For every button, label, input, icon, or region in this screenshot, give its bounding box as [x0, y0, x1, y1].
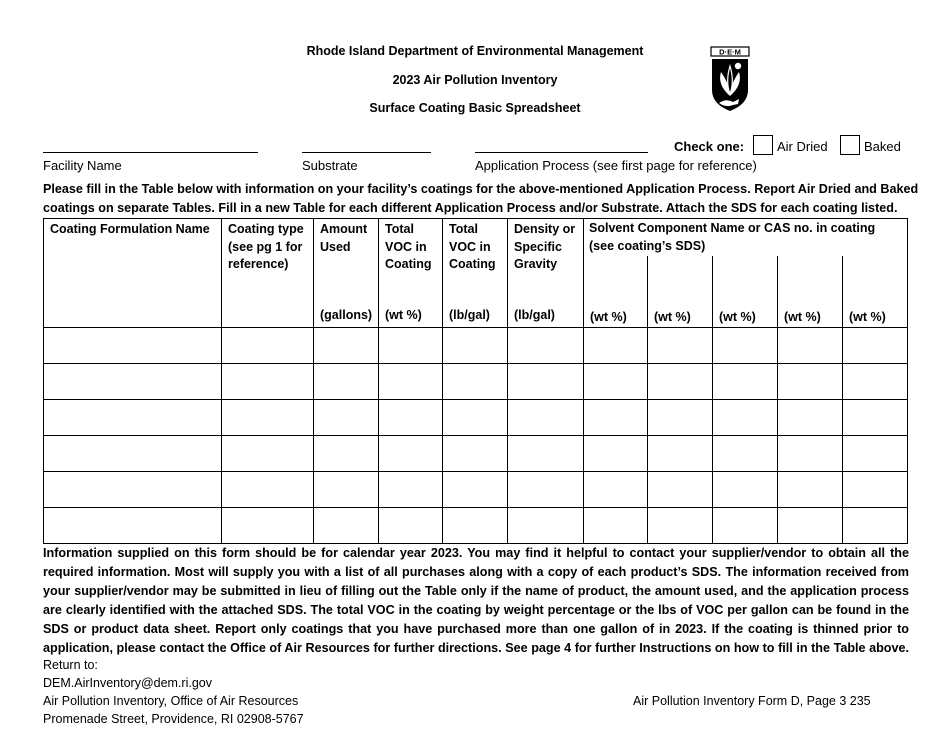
inventory-title: 2023 Air Pollution Inventory	[392, 73, 558, 87]
table-cell[interactable]	[44, 400, 222, 436]
table-row	[44, 508, 908, 544]
solvent-unit: (wt %)	[713, 256, 778, 328]
table-cell[interactable]	[648, 400, 713, 436]
coating-table	[43, 218, 908, 544]
table-cell[interactable]	[843, 400, 908, 436]
col-density: Density or Specific Gravity (lb/gal)	[508, 219, 584, 328]
table-cell[interactable]	[508, 400, 584, 436]
intro-line: Please fill in the Table below with information on your facility’s coatings for the above-mentioned Application Process. Report Air Dried and Baked	[43, 182, 919, 196]
footer-line: Information supplied on this form should be for calendar year 2023. You may find it helpful to contact your supplier/vendor to obtain all the	[43, 546, 909, 560]
table-row	[44, 328, 908, 364]
col-amount-used: Amount Used (gallons)	[314, 219, 379, 328]
table-row	[44, 364, 908, 400]
unit-wt: (wt %)	[385, 307, 422, 322]
table-cell[interactable]	[843, 472, 908, 508]
table-cell[interactable]	[443, 400, 508, 436]
facility-name-line[interactable]	[43, 152, 258, 153]
table-cell[interactable]	[44, 328, 222, 364]
application-process-label: Application Process (see first page for reference)	[475, 158, 757, 173]
table-cell[interactable]	[379, 400, 443, 436]
solvent-unit: (wt %)	[843, 256, 908, 328]
sheet-title: Surface Coating Basic Spreadsheet	[369, 101, 581, 115]
table-cell[interactable]	[508, 436, 584, 472]
table-cell[interactable]	[443, 472, 508, 508]
table-cell[interactable]	[778, 328, 843, 364]
table-cell[interactable]	[843, 508, 908, 544]
solvent-unit: (wt %)	[778, 256, 843, 328]
table-cell[interactable]	[44, 436, 222, 472]
table-cell[interactable]	[314, 364, 379, 400]
table-cell[interactable]	[44, 364, 222, 400]
table-cell[interactable]	[843, 328, 908, 364]
table-cell[interactable]	[314, 328, 379, 364]
return-office: Air Pollution Inventory, Office of Air Resources	[43, 694, 299, 708]
table-cell[interactable]	[778, 400, 843, 436]
return-address: Promenade Street, Providence, RI 02908-5767	[43, 712, 304, 726]
table-cell[interactable]	[713, 436, 778, 472]
table-cell[interactable]	[443, 328, 508, 364]
unit-lbgal: (lb/gal)	[514, 307, 555, 322]
table-cell[interactable]	[222, 400, 314, 436]
unit-lbgal: (lb/gal)	[449, 307, 490, 322]
table-cell[interactable]	[443, 364, 508, 400]
table-cell[interactable]	[713, 400, 778, 436]
table-cell[interactable]	[314, 400, 379, 436]
table-cell[interactable]	[508, 364, 584, 400]
table-cell[interactable]	[44, 508, 222, 544]
table-cell[interactable]	[314, 436, 379, 472]
footer-line: your supplier/vendor may be submitted in lieu of filling out the Table only if the name of product, the amount used, and the application process	[43, 584, 909, 598]
table-cell[interactable]	[584, 436, 648, 472]
table-cell[interactable]	[648, 364, 713, 400]
return-block	[43, 656, 304, 728]
table-cell[interactable]	[713, 472, 778, 508]
table-cell[interactable]	[443, 508, 508, 544]
footer-line: application, please contact the Office of Air Resources for further directions. See page 4 for further Instructions on how to fill in the Table above.	[43, 641, 909, 655]
table-cell[interactable]	[713, 328, 778, 364]
table-cell[interactable]	[584, 472, 648, 508]
table-row	[44, 400, 908, 436]
table-cell[interactable]	[648, 328, 713, 364]
table-cell[interactable]	[584, 364, 648, 400]
col-coating-name: Coating Formulation Name	[44, 219, 222, 328]
dem-logo-icon	[710, 46, 750, 112]
check-one-label: Check one:	[674, 139, 745, 154]
col-voc-wt: Total VOC in Coating (wt %)	[379, 219, 443, 328]
application-process-line[interactable]	[475, 152, 648, 153]
table-cell[interactable]	[778, 472, 843, 508]
baked-checkbox[interactable]	[840, 135, 860, 155]
table-cell[interactable]	[379, 436, 443, 472]
return-email[interactable]: DEM.AirInventory@dem.ri.gov	[43, 676, 212, 690]
table-cell[interactable]	[713, 364, 778, 400]
footer-line: are clearly identified with the attached SDS. The total VOC in the coating by weight percentage or the lbs of VOC per gallon can be found in the	[43, 603, 909, 617]
solvent-heading: Solvent Component Name or CAS no. in coating (see coating’s SDS)	[589, 221, 876, 253]
table-cell[interactable]	[584, 508, 648, 544]
table-cell[interactable]	[379, 328, 443, 364]
table-cell[interactable]	[713, 508, 778, 544]
solvent-unit: (wt %)	[648, 256, 713, 328]
intro-line: coatings on separate Tables. Fill in a new Table for each different Application Process and/or Substrate. Attach the SDS for each coating listed.	[43, 201, 898, 215]
table-cell[interactable]	[222, 328, 314, 364]
logo-text: D·E·M	[719, 47, 741, 57]
table-cell[interactable]	[443, 436, 508, 472]
intro-instructions	[43, 180, 919, 218]
table-cell[interactable]	[379, 472, 443, 508]
substrate-line[interactable]	[302, 152, 431, 153]
table-cell[interactable]	[584, 328, 648, 364]
unit-gallons: (gallons)	[320, 307, 373, 322]
solvent-unit: (wt %)	[584, 256, 648, 328]
table-cell[interactable]	[584, 400, 648, 436]
table-cell[interactable]	[648, 472, 713, 508]
table-cell[interactable]	[379, 508, 443, 544]
table-cell[interactable]	[508, 328, 584, 364]
table-cell[interactable]	[778, 436, 843, 472]
col-voc-lbgal: Total VOC in Coating (lb/gal)	[443, 219, 508, 328]
table-cell[interactable]	[648, 508, 713, 544]
table-cell[interactable]	[843, 436, 908, 472]
table-cell[interactable]	[222, 508, 314, 544]
agency-title: Rhode Island Department of Environmental Management	[306, 44, 644, 58]
table-row	[44, 472, 908, 508]
table-cell[interactable]	[508, 508, 584, 544]
table-cell[interactable]	[44, 472, 222, 508]
table-cell[interactable]	[778, 508, 843, 544]
table-row	[44, 436, 908, 472]
table-cell[interactable]	[508, 472, 584, 508]
table-cell[interactable]	[648, 436, 713, 472]
table-cell[interactable]	[843, 364, 908, 400]
baked-label: Baked	[864, 139, 901, 154]
table-cell[interactable]	[222, 472, 314, 508]
footer-line: required information. Most will supply you with a list of all purchases along with a copy of each product’s SDS. The information received from	[43, 565, 909, 579]
substrate-label: Substrate	[302, 158, 358, 173]
page-info: Air Pollution Inventory Form D, Page 3 235	[633, 694, 871, 708]
air-dried-label: Air Dried	[777, 139, 828, 154]
col-coating-type: Coating type (see pg 1 for reference)	[222, 219, 314, 328]
table-cell[interactable]	[314, 472, 379, 508]
table-cell[interactable]	[314, 508, 379, 544]
footer-line: SDS or product data sheet. Report only coatings that you have purchased more than one gallon of in 2023. If the coating is thinned prior to	[43, 622, 909, 636]
air-dried-checkbox[interactable]	[753, 135, 773, 155]
table-cell[interactable]	[379, 364, 443, 400]
facility-name-label: Facility Name	[43, 158, 122, 173]
return-label: Return to:	[43, 658, 98, 672]
footer-instructions	[43, 544, 909, 658]
table-cell[interactable]	[778, 364, 843, 400]
table-cell[interactable]	[222, 436, 314, 472]
table-cell[interactable]	[222, 364, 314, 400]
